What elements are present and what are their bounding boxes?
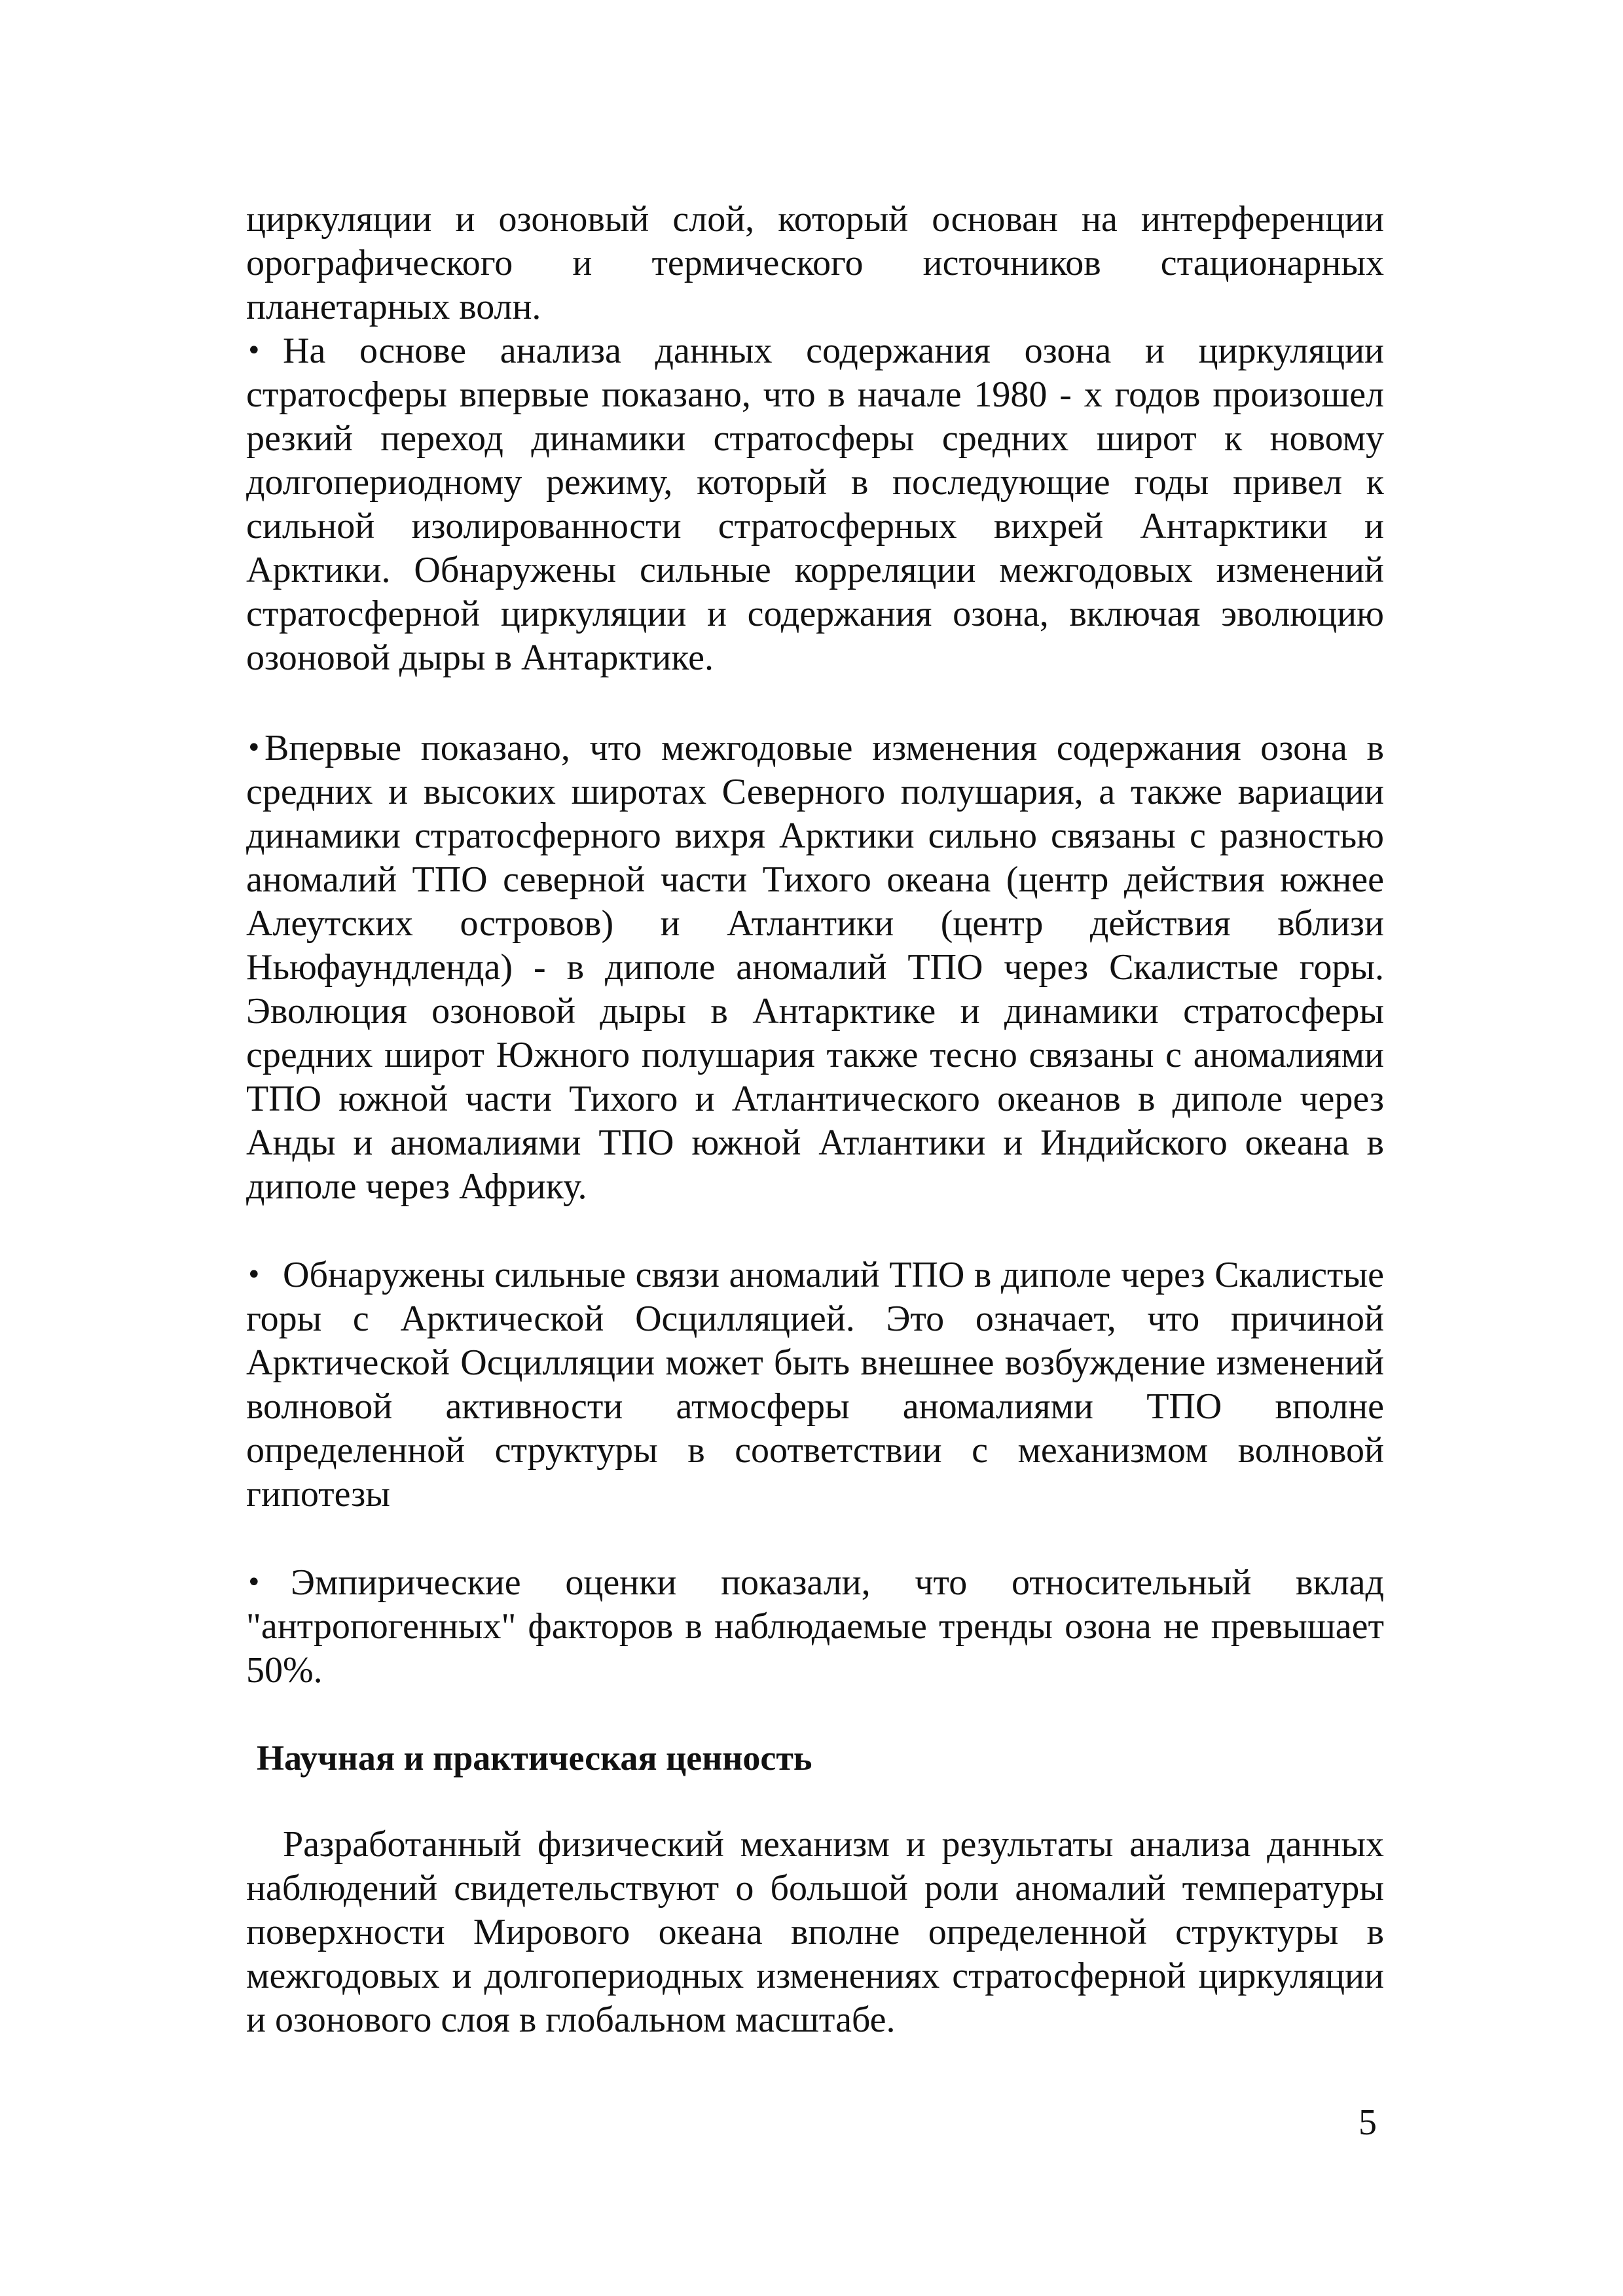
- bullet-icon: •: [246, 1260, 262, 1291]
- bullet-item-2-text: Впервые показано, что межгодовые изменения содержания озона в средних и высоких широтах Северного полушария, а также вариации динамики стратосферного вихря Арктики сильно связаны с разностью аномалий ТПО северной части Тихого океана (центр действия южнее Алеутских островов) и Атлантики (центр действия вблизи Ньюфаундленда) - в диполе аномалий ТПО через Скалистые горы. Эволюция озоновой дыры в Антарктике и динамики стратосферы средних широт Южного полушария также тесно связаны с аномалиями ТПО южной части Тихого и Атлантического океанов в диполе через Анды и аномалиями ТПО южной Атлантики и Индийского океана в диполе через Африку.: [246, 728, 1384, 1208]
- paragraph-value: Разработанный физический механизм и результаты анализа данных наблюдений свидетельствуют о большой роли аномалий температуры поверхности Мирового океана вполне определенной структуры в межгодовых и долгопериодных изменениях стратосферной циркуляции и озонового слоя в глобальном масштабе.: [246, 1824, 1384, 2040]
- bullet-item-4-text: Эмпирические оценки показали, что относительный вклад "антропогенных" факторов в наблюдаемые тренды озона не превышает 50%.: [246, 1562, 1384, 1691]
- bullet-item-1: [246, 329, 1384, 680]
- bullet-icon: •: [246, 336, 262, 367]
- bullet-item-3-text: Обнаружены сильные связи аномалий ТПО в диполе через Скалистые горы с Арктической Осцилляцией. Это означает, что причиной Арктической Осцилляции может быть внешнее возбуждение изменений волновой активности атмосферы аномалиями ТПО вполне определенной структуры в соответствии с механизмом волновой гипотезы: [246, 1255, 1384, 1515]
- bullet-item-4: [246, 1561, 1384, 1693]
- bullet-item-1-text: На основе анализа данных содержания озона и циркуляции стратосферы впервые показано, что в начале 1980 - х годов произошел резкий переход динамики стратосферы средних широт к новому долгопериодному режиму, который в последующие годы привел к сильной изолированности стратосферных вихрей Антарктики и Арктики. Обнаружены сильные корреляции межгодовых изменений стратосферной циркуляции и содержания озона, включая эволюцию озоновой дыры в Антарктике.: [246, 331, 1384, 679]
- bullet-item-2: [246, 726, 1384, 1209]
- paragraph-continuation: циркуляции и озоновый слой, который основан на интерференции орографического и термического источников стационарных планетарных волн.: [246, 199, 1384, 327]
- bullet-icon: •: [246, 733, 262, 764]
- bullet-icon: •: [246, 1568, 262, 1598]
- page-number: 5: [1359, 2102, 1377, 2143]
- section-heading: Научная и практическая ценность: [257, 1738, 812, 1778]
- bullet-item-3: [246, 1253, 1384, 1516]
